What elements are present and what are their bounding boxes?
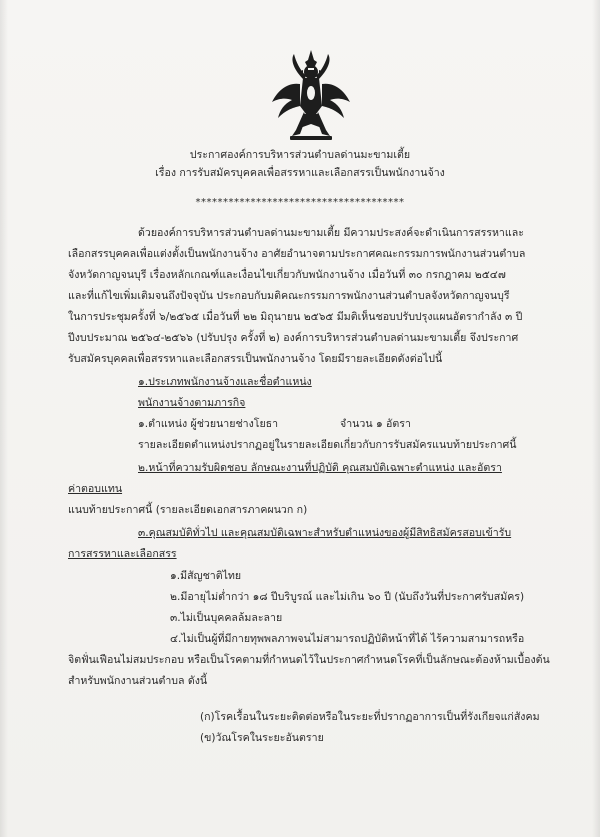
position-name: ๑.ตำแหน่ง ผู้ช่วยนายช่างโยธา — [138, 418, 279, 430]
disease-item: (ข)วัณโรคในระยะอันตราย — [200, 732, 324, 744]
intro-line-4: และที่แก้ไขเพิ่มเติมจนถึงปัจจุบัน ประกอบกับมติคณะกรรมการพนักงานส่วนตำบลจังหวัดกาญจนบุรี — [68, 290, 510, 302]
position-detail: รายละเอียดตำแหน่งปรากฏอยู่ในรายละเอียดเกี่ยวกับการรับสมัครแนบท้ายประกาศนี้ — [138, 439, 517, 451]
qualification-item-4-cont2: สำหรับพนักงานส่วนตำบล ดังนี้ — [68, 675, 208, 687]
section-2-detail: แนบท้ายประกาศนี้ (รายละเอียดเอกสารภาคผนวก ก) — [68, 504, 308, 516]
qualification-item: ๔.ไม่เป็นผู้ที่มีกายทุพพลภาพจนไม่สามารถปฏิบัติหน้าที่ได้ ไร้ความสามารถหรือ — [170, 633, 525, 645]
section-2-heading: ๒.หน้าที่ความรับผิดชอบ ลักษณะงานที่ปฏิบัติ คุณสมบัติเฉพาะตำแหน่ง และอัตรา — [138, 462, 502, 474]
section-3-heading: ๓.คุณสมบัติทั่วไป และคุณสมบัติเฉพาะสำหรับตำแหน่งของผู้มีสิทธิสมัครสอบเข้ารับ — [138, 527, 512, 539]
page-left-shadow — [0, 0, 8, 837]
qualification-item-4-cont: จิตฟั่นเฟือนไม่สมประกอบ หรือเป็นโรคตามที่กำหนดไว้ในประกาศกำหนดโรคที่เป็นลักษณะต้องห้ามเบื้องต้น — [68, 654, 550, 666]
announcement-title: ประกาศองค์การบริหารส่วนตำบลด่านมะขามเตี้ย — [189, 149, 411, 161]
position-count: จำนวน ๑ อัตรา — [340, 418, 411, 430]
intro-line-3: จังหวัดกาญจนบุรี เรื่องหลักเกณฑ์และเงื่อนไขเกี่ยวกับพนักงานจ้าง เมื่อวันที่ ๓๐ กรกฎาคม ๒๕๔๗ — [68, 269, 506, 281]
section-3-heading-cont: การสรรหาและเลือกสรร — [68, 548, 177, 560]
qualification-item: ๑.มีสัญชาติไทย — [170, 570, 242, 582]
intro-line-7: รับสมัครบุคคลเพื่อสรรหาและเลือกสรรเป็นพนักงานจ้าง โดยมีรายละเอียดดังต่อไปนี้ — [68, 353, 443, 365]
intro-line-2: เลือกสรรบุคคลเพื่อแต่งตั้งเป็นพนักงานจ้าง อาศัยอำนาจตามประกาศคณะกรรมการพนักงานส่วนตำบล — [68, 248, 526, 260]
section-2-heading-cont: ค่าตอบแทน — [68, 483, 123, 495]
announcement-subject: เรื่อง การรับสมัครบุคคลเพื่อสรรหาและเลือกสรรเป็นพนักงานจ้าง — [155, 167, 445, 179]
qualification-item: ๒.มีอายุไม่ต่ำกว่า ๑๘ ปีบริบูรณ์ และไม่เกิน ๖๐ ปี (นับถึงวันที่ประกาศรับสมัคร) — [170, 591, 525, 603]
garuda-emblem-icon — [270, 48, 352, 144]
disease-item: (ก)โรคเรื้อนในระยะติดต่อหรือในระยะที่ปรากฏอาการเป็นที่รังเกียจแก่สังคม — [200, 711, 540, 723]
section-1-heading: ๑.ประเภทพนักงานจ้างและชื่อตำแหน่ง — [138, 376, 312, 388]
page-right-shadow — [592, 0, 600, 837]
intro-line-6: ปีงบประมาณ ๒๕๖๔-๒๕๖๖ (ปรับปรุง ครั้งที่ ๒) องค์การบริหารส่วนตำบลด่านมะขามเตี้ย จึงประกาศ — [68, 332, 519, 344]
qualification-item: ๓.ไม่เป็นบุคคลล้มละลาย — [170, 612, 283, 624]
intro-line-5: ในการประชุมครั้งที่ ๖/๒๕๖๕ เมื่อวันที่ ๒๒ มิถุนายน ๒๕๖๕ มีมติเห็นชอบปรับปรุงแผนอัตรากำลัง ๓ ปี — [68, 311, 523, 323]
intro-line-1: ด้วยองค์การบริหารส่วนตำบลด่านมะขามเตี้ย มีความประสงค์จะดำเนินการสรรหาและ — [138, 227, 524, 239]
section-1-subheading: พนักงานจ้างตามภารกิจ — [138, 397, 246, 409]
separator-stars: ************************************** — [195, 197, 405, 208]
